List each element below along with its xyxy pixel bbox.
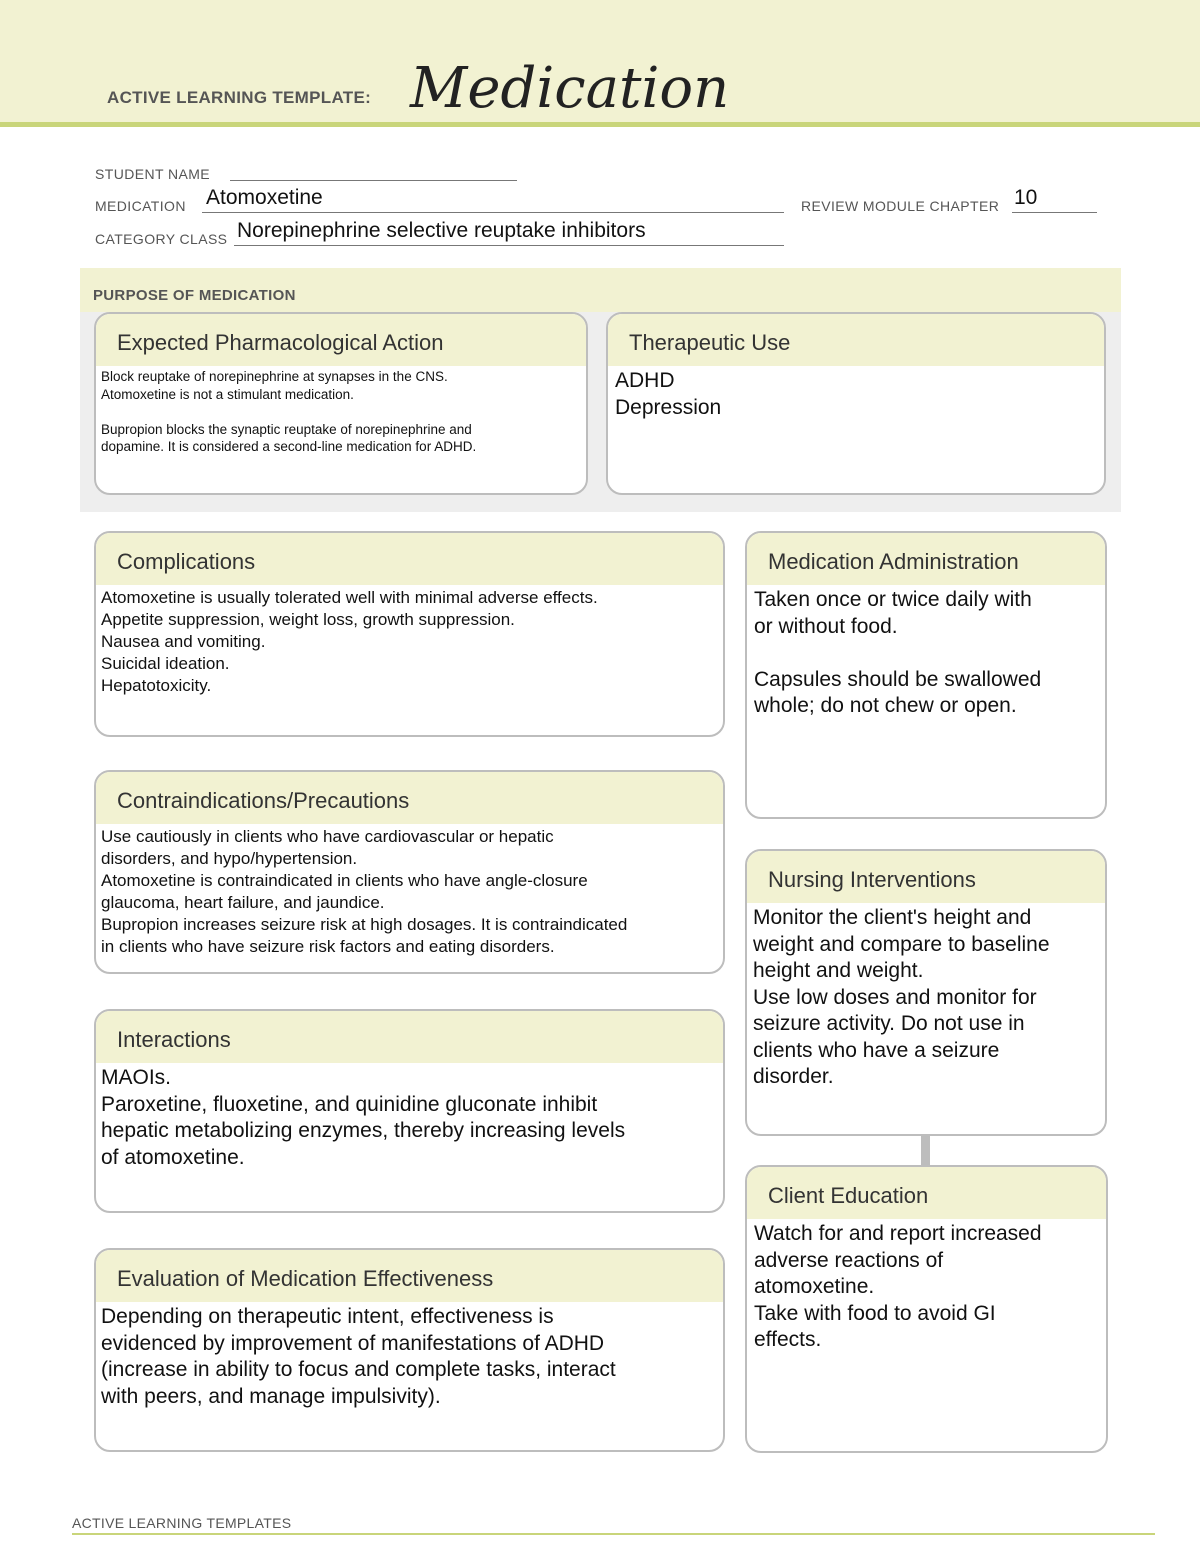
administration-box [745, 531, 1107, 819]
expected-action-title: Expected Pharmacological Action [96, 314, 586, 366]
interactions-box [94, 1009, 725, 1213]
client-education-body[interactable]: Watch for and report increased adverse reactions of atomoxetine. Take with food to avoid GI effects. [754, 1222, 1042, 1351]
therapeutic-use-title: Therapeutic Use [608, 314, 1104, 366]
student-name-line [230, 180, 517, 181]
contraindications-box [94, 770, 725, 974]
evaluation-body[interactable]: Depending on therapeutic intent, effectiveness is evidenced by improvement of manifestations of ADHD (increase in ability to focus and complete tasks, interact with peers, and manage impulsivity). [101, 1305, 616, 1408]
nursing-interventions-title: Nursing Interventions [747, 851, 1105, 903]
therapeutic-use-box [606, 312, 1106, 495]
contraindications-body[interactable]: Use cautiously in clients who have cardiovascular or hepatic disorders, and hypo/hypertension. Atomoxetine is contraindicated in clients who have angle-closure glaucoma, heart failure, and jaundice. Bupropion increases seizure risk at high dosages. It is contraindicated in clients who have seizure risk factors and eating disorders. [101, 827, 628, 956]
contraindications-title: Contraindications/Precautions [96, 772, 723, 824]
category-class-line [234, 245, 784, 246]
medication-label: MEDICATION [95, 198, 186, 214]
evaluation-title: Evaluation of Medication Effectiveness [96, 1250, 723, 1302]
administration-body[interactable]: Taken once or twice daily with or without food. Capsules should be swallowed whole; do not chew or open. [754, 588, 1042, 717]
category-class-value[interactable]: Norepinephrine selective reuptake inhibitors [237, 219, 646, 242]
medication-value[interactable]: Atomoxetine [206, 186, 323, 209]
student-name-label: STUDENT NAME [95, 166, 210, 182]
complications-title: Complications [96, 533, 723, 585]
client-education-box [745, 1165, 1108, 1453]
template-label: ACTIVE LEARNING TEMPLATE: [107, 88, 372, 107]
category-class-label: CATEGORY CLASS [95, 231, 228, 247]
footer-rule [72, 1533, 1155, 1535]
review-module-line [1012, 212, 1097, 213]
expected-action-box [94, 312, 588, 495]
client-education-title: Client Education [747, 1167, 1106, 1219]
medication-line [202, 212, 784, 213]
therapeutic-use-body[interactable]: ADHD Depression [615, 369, 722, 419]
header-rule [0, 122, 1200, 127]
box-connector [921, 1135, 930, 1165]
expected-action-body[interactable]: Block reuptake of norepinephrine at synapses in the CNS. Atomoxetine is not a stimulant medication. Bupropion blocks the synaptic reuptake of norepinephrine and dopamine. It is considered a second-line medication for ADHD. [101, 369, 477, 454]
footer-label: ACTIVE LEARNING TEMPLATES [72, 1515, 292, 1531]
purpose-label: PURPOSE OF MEDICATION [93, 287, 296, 304]
complications-box [94, 531, 725, 737]
review-module-value[interactable]: 10 [1014, 186, 1038, 209]
administration-title: Medication Administration [747, 533, 1105, 585]
interactions-body[interactable]: MAOIs. Paroxetine, fluoxetine, and quinidine gluconate inhibit hepatic metabolizing enzymes, thereby increasing levels of atomoxetine. [101, 1066, 626, 1169]
nursing-interventions-body[interactable]: Monitor the client's height and weight and compare to baseline height and weight. Use low doses and monitor for seizure activity. Do not use in clients who have a seizure disorder. [753, 906, 1050, 1088]
complications-body[interactable]: Atomoxetine is usually tolerated well with minimal adverse effects. Appetite suppression, weight loss, growth suppression. Nausea and vomiting. Suicidal ideation. Hepatotoxicity. [101, 588, 598, 695]
page-title: Medication [410, 56, 730, 121]
evaluation-box [94, 1248, 725, 1452]
interactions-title: Interactions [96, 1011, 723, 1063]
review-module-label: REVIEW MODULE CHAPTER [801, 198, 1000, 214]
nursing-interventions-box [745, 849, 1107, 1136]
